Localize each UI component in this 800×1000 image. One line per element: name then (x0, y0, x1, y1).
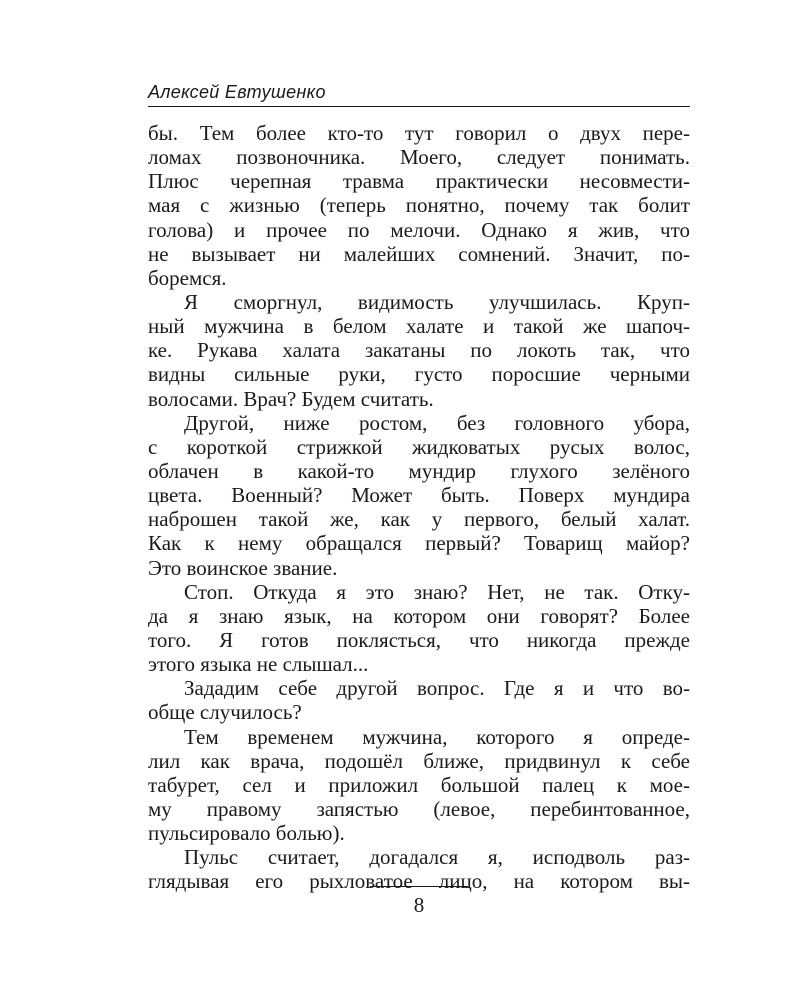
text-line: ке. Рукава халата закатаны по локоть так, что (148, 338, 690, 363)
text-line: Плюс черепная травма практически несовмести- (148, 169, 690, 194)
page-number: 8 (413, 893, 425, 917)
text-line: Пульс считает, догадался я, исподволь раз- (184, 845, 690, 870)
text-line: Стоп. Откуда я это знаю? Нет, не так. Отку- (184, 579, 690, 604)
text-line: му правому запястью (левое, перебинтованное, (148, 796, 690, 821)
text-line: волосами. Врач? Будем считать. (148, 386, 434, 411)
text-line: обще случилось? (148, 700, 302, 725)
text-line: того. Я готов поклясться, что никогда прежде (148, 627, 690, 652)
text-line: Я сморгнул, видимость улучшилась. Круп- (184, 289, 690, 314)
text-line: боремся. (148, 265, 227, 290)
text-line: этого языка не слышал... (148, 652, 369, 677)
text-line: не вызывает ни малейших сомнений. Значит, по- (148, 241, 690, 266)
text-line: Другой, ниже ростом, без головного убора, (184, 410, 690, 435)
text-line: Зададим себе другой вопрос. Где я и что во- (184, 676, 690, 701)
text-line: табурет, сел и приложил большой палец к мое- (148, 772, 690, 797)
text-line: ломах позвоночника. Моего, следует понимать. (148, 145, 690, 170)
text-line: ный мужчина в белом халате и такой же шапоч- (148, 314, 690, 339)
text-line: с короткой стрижкой жидковатых русых волос, (148, 434, 690, 459)
text-line: Это воинское звание. (148, 555, 338, 580)
text-line: видны сильные руки, густо поросшие черными (148, 362, 690, 387)
footer-rule (370, 886, 468, 887)
text-line: бы. Тем более кто-то тут говорил о двух пере- (148, 121, 690, 145)
running-head (148, 80, 690, 107)
text-line: глядывая его рыхловатое лицо, на котором вы- (148, 869, 690, 894)
text-line: голова) и прочее по мелочи. Однако я жив, что (148, 217, 690, 242)
text-line: цвета. Военный? Может быть. Поверх мундира (148, 483, 690, 508)
text-line: мая с жизнью (теперь понятно, почему так болит (148, 193, 690, 218)
text-line: да я знаю язык, на котором они говорят? Более (148, 603, 690, 628)
text-line: лил как врача, подошёл ближе, придвинул к себе (148, 748, 690, 773)
text-line: наброшен такой же, как у первого, белый халат. (148, 507, 690, 532)
running-head-author: Алексей Евтушенко (148, 82, 326, 102)
text-line: пульсировало болью). (148, 821, 345, 846)
text-line: Как к нему обращался первый? Товарищ майор? (148, 531, 690, 556)
text-line: Тем временем мужчина, которого я опреде- (184, 724, 690, 749)
body-text (148, 121, 690, 894)
text-line: облачен в какой-то мундир глухого зелёного (148, 458, 690, 483)
